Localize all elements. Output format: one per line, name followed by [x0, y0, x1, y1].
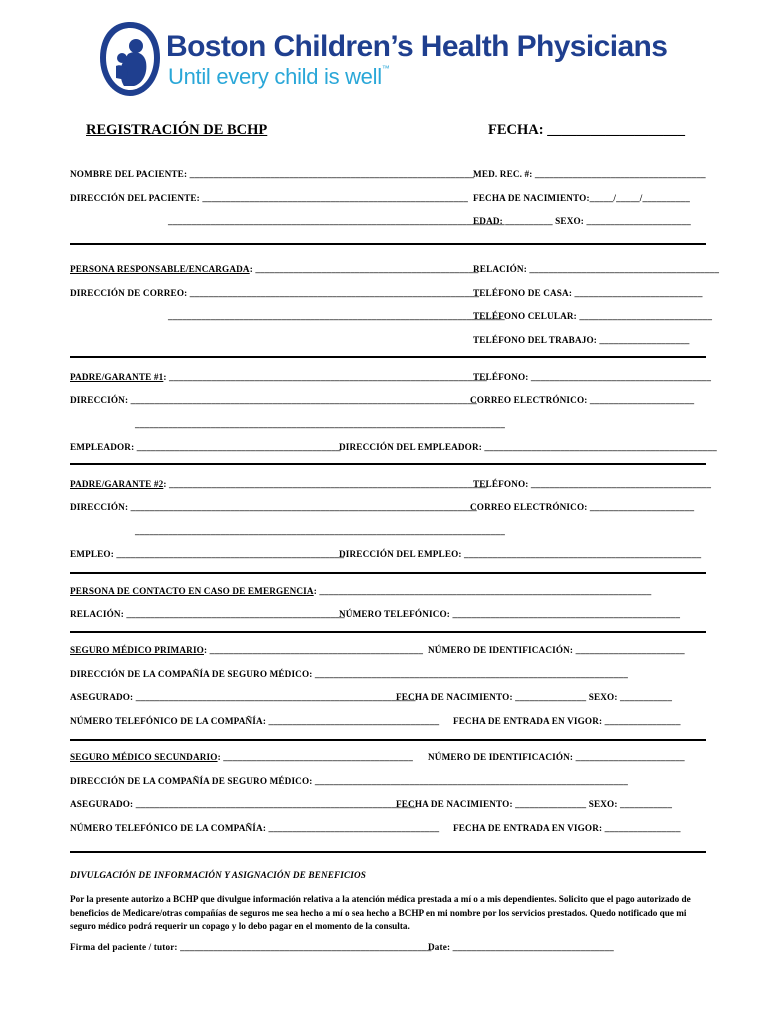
primary-company-address-field[interactable]: DIRECCIÓN DE LA COMPAÑÍA DE SEGURO MÉDICO: __________________________________________________________________ [70, 669, 629, 679]
secondary-insured-dob-field[interactable]: FECHA DE NACIMIENTO: _______________ SEXO: ___________ [396, 799, 673, 809]
disclosure-text: Por la presente autorizo a BCHP que divulgue información relativa a la atención médica prestada a mí o a mis dependientes. Solicito que el pago autorizado de beneficios de Medicare/otras compañías de seguros me sea hecho a mí o sea hecho a BCHP en mi nombre por los servicios prestados. Quedo notificado que mi seguro médico podrá requerir un copago y lo debo pagar en el momento de la consulta. [70, 894, 691, 931]
secondary-insurance-field[interactable]: SEGURO MÉDICO SECUNDARIO: ________________________________________ [70, 752, 413, 762]
guarantor2-email-field[interactable]: CORREO ELECTRÓNICO: ______________________ [470, 502, 695, 512]
patient-address-field[interactable]: DIRECCIÓN DEL PACIENTE: ________________________________________________________ [70, 193, 468, 203]
guarantor2-address-field[interactable]: DIRECCIÓN: _________________________________________________________________________ [70, 502, 477, 512]
divider [70, 851, 706, 853]
guarantor2-phone-field[interactable]: TELÉFONO: ______________________________________ [473, 479, 712, 489]
med-rec-field[interactable]: MED. REC. #: ____________________________________ [473, 169, 706, 179]
guarantor1-employer-address-field[interactable]: DIRECCIÓN DEL EMPLEADOR: _________________________________________________ [339, 442, 717, 452]
guarantor1-email-field[interactable]: CORREO ELECTRÓNICO: ______________________ [470, 395, 695, 405]
guarantor2-name-field[interactable]: PADRE/GARANTE #2: ___________________________________________________________________ [70, 479, 487, 489]
guarantor1-employer-field[interactable]: EMPLEADOR: ___________________________________________ [70, 442, 341, 452]
relation-field[interactable]: RELACIÓN: ________________________________________ [473, 264, 720, 274]
secondary-insured-field[interactable]: ASEGURADO: ___________________________________________________________ [70, 799, 416, 809]
patient-name-field[interactable]: NOMBRE DEL PACIENTE: ____________________________________________________________ [70, 169, 475, 179]
guarantor1-address-line2[interactable]: ______________________________________________________________________________ [135, 419, 506, 429]
date-field[interactable]: FECHA: ___________________ [488, 122, 685, 138]
secondary-effective-date-field[interactable]: FECHA DE ENTRADA EN VIGOR: ________________ [453, 823, 681, 833]
divider [70, 572, 706, 574]
divider [70, 631, 706, 633]
signature-field[interactable]: Firma del paciente / tutor: _____________________________________________________ [70, 942, 432, 952]
emergency-contact-field[interactable]: PERSONA DE CONTACTO EN CASO DE EMERGENCIA: ______________________________________________________________________ [70, 586, 652, 596]
primary-effective-date-field[interactable]: FECHA DE ENTRADA EN VIGOR: ________________ [453, 716, 681, 726]
secondary-company-address-field[interactable]: DIRECCIÓN DE LA COMPAÑÍA DE SEGURO MÉDICO: __________________________________________________________________ [70, 776, 629, 786]
primary-insured-dob-field[interactable]: FECHA DE NACIMIENTO: _______________ SEXO: ___________ [396, 692, 673, 702]
guarantor1-address-field[interactable]: DIRECCIÓN: _________________________________________________________________________ [70, 395, 477, 405]
guarantor1-name-field[interactable]: PADRE/GARANTE #1: ___________________________________________________________________ [70, 372, 487, 382]
mail-address-line2[interactable]: _______________________________________________________________________ [168, 311, 505, 321]
mail-address-field[interactable]: DIRECCIÓN DE CORREO: _____________________________________________________________ [70, 288, 480, 298]
primary-id-field[interactable]: NÚMERO DE IDENTIFICACIÓN: _______________________ [428, 645, 685, 655]
primary-insurance-field[interactable]: SEGURO MÉDICO PRIMARIO: _____________________________________________ [70, 645, 424, 655]
cell-phone-field[interactable]: TELÉFONO CELULAR: ____________________________ [473, 311, 713, 321]
signature-date-field[interactable]: Date: __________________________________ [428, 942, 614, 952]
guarantor2-employment-field[interactable]: EMPLEO: ________________________________________________ [70, 549, 345, 559]
primary-insured-field[interactable]: ASEGURADO: ___________________________________________________________ [70, 692, 416, 702]
disclosure-title: DIVULGACIÓN DE INFORMACIÓN Y ASIGNACIÓN DE BENEFICIOS [70, 870, 367, 880]
divider [70, 739, 706, 741]
form-title: REGISTRACIÓN DE BCHP [86, 122, 268, 138]
primary-company-phone-field[interactable]: NÚMERO TELEFÓNICO DE LA COMPAÑÍA: ____________________________________ [70, 716, 440, 726]
responsible-person-field[interactable]: PERSONA RESPONSABLE/ENCARGADA: _______________________________________________ [70, 264, 479, 274]
brand-tagline: Until every child is well™ [168, 64, 390, 89]
work-phone-field[interactable]: TELÉFONO DEL TRABAJO: ___________________ [473, 335, 690, 345]
logo-emblem-icon [98, 20, 162, 98]
patient-dob-field[interactable]: FECHA DE NACIMIENTO:_____/_____/__________ [473, 193, 690, 203]
brand-name: Boston Children’s Health Physicians [166, 30, 668, 63]
guarantor1-phone-field[interactable]: TELÉFONO: ______________________________________ [473, 372, 712, 382]
emergency-relation-field[interactable]: RELACIÓN: ______________________________________________ [70, 609, 345, 619]
patient-address-line2[interactable]: _______________________________________________________________________ [168, 216, 505, 226]
divider [70, 463, 706, 465]
secondary-id-field[interactable]: NÚMERO DE IDENTIFICACIÓN: _______________________ [428, 752, 685, 762]
divider [70, 356, 706, 358]
age-sex-field[interactable]: EDAD: __________ SEXO: ______________________ [473, 216, 691, 226]
emergency-phone-field[interactable]: NÚMERO TELEFÓNICO: ________________________________________________ [339, 609, 681, 619]
guarantor2-employment-address-field[interactable]: DIRECCIÓN DEL EMPLEO: __________________________________________________ [339, 549, 702, 559]
home-phone-field[interactable]: TELÉFONO DE CASA: ___________________________ [473, 288, 703, 298]
guarantor2-address-line2[interactable]: ______________________________________________________________________________ [135, 526, 506, 536]
secondary-company-phone-field[interactable]: NÚMERO TELEFÓNICO DE LA COMPAÑÍA: ____________________________________ [70, 823, 440, 833]
divider [70, 243, 706, 245]
